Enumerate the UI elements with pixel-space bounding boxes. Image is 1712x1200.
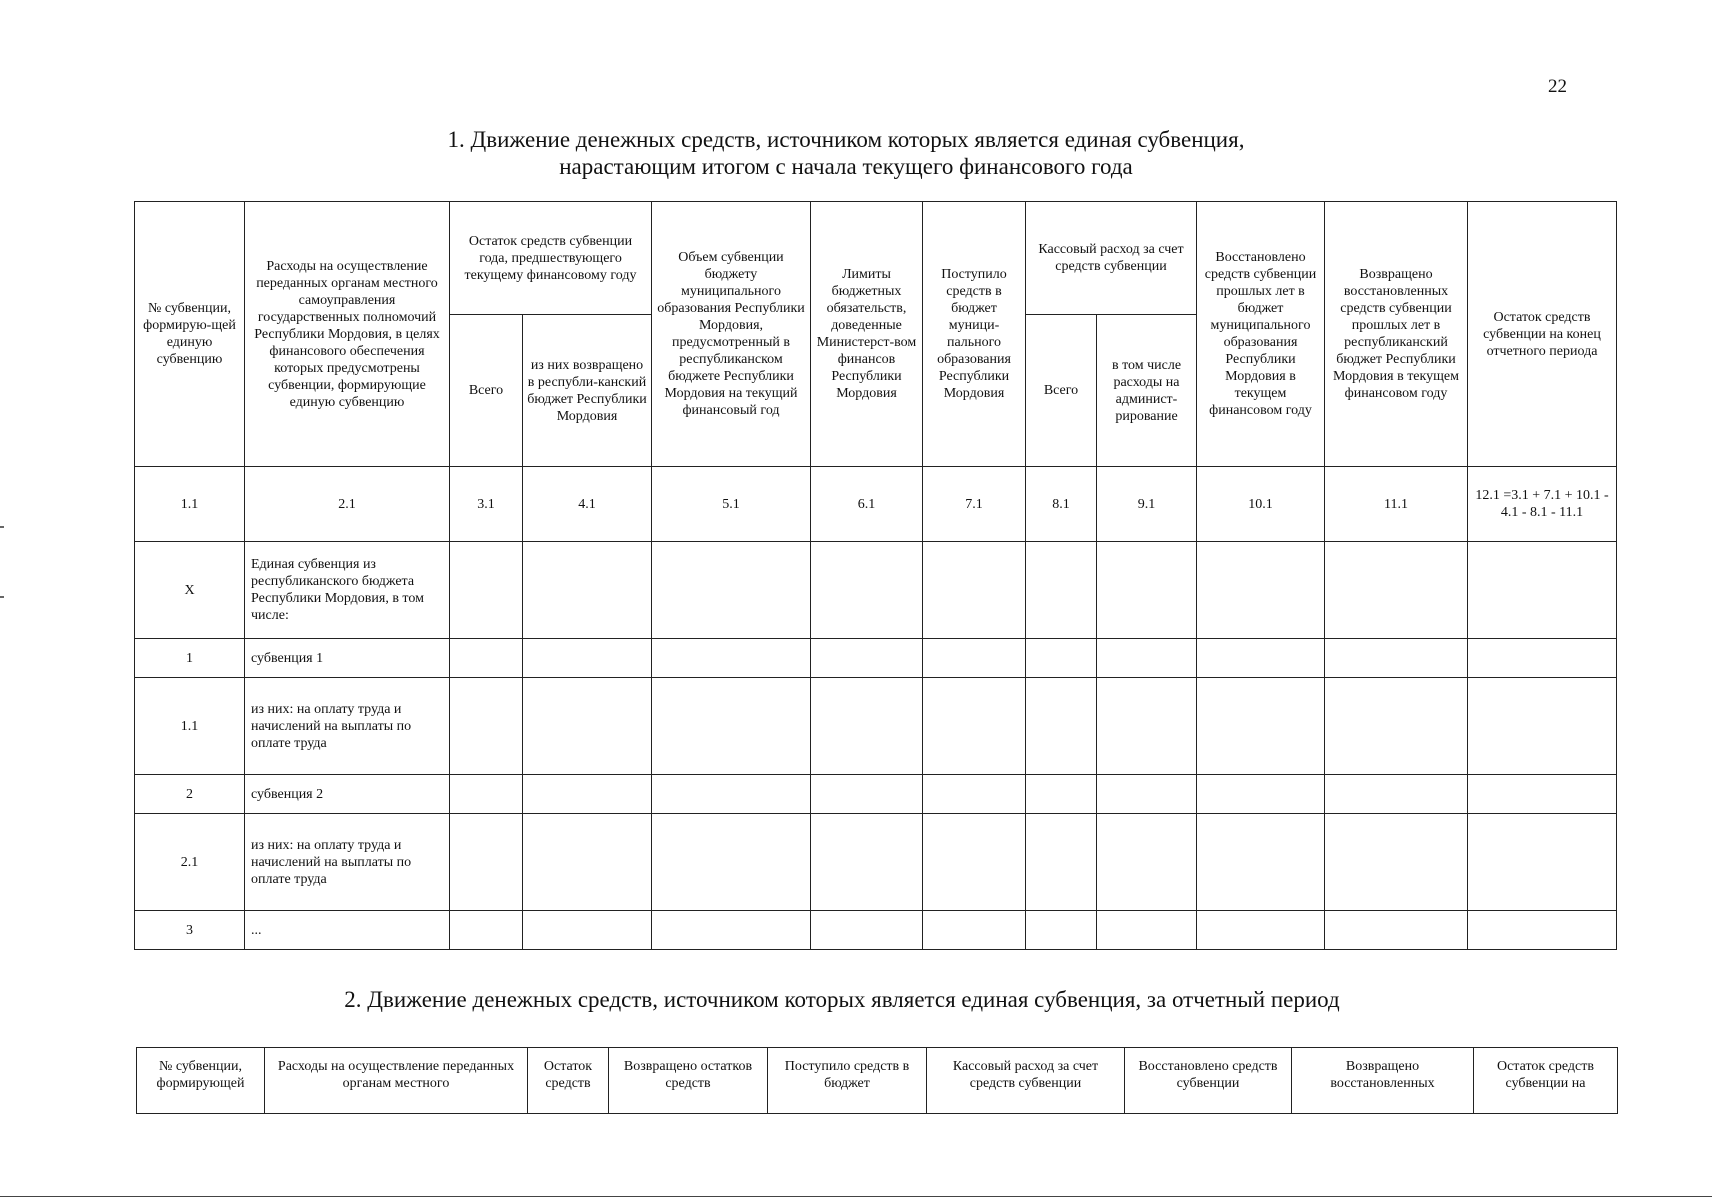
header-balance-end: Остаток средств субвенции на конец отчетного периода: [1468, 202, 1617, 467]
row-number: 3: [135, 911, 245, 950]
header-expenses: Расходы на осуществление переданных органам местного: [265, 1048, 528, 1114]
cash-flow-period-table: [136, 1047, 1618, 1114]
table-row: [135, 678, 1617, 775]
cash-flow-cumulative-table: [134, 201, 1617, 950]
column-number: 10.1: [1197, 467, 1325, 542]
header-balance-end: Остаток средств субвенции на: [1474, 1048, 1618, 1114]
column-number: 7.1: [923, 467, 1026, 542]
table-row: [135, 775, 1617, 814]
header-cash-expense: Кассовый расход за счет средств субвенции: [927, 1048, 1125, 1114]
row-label: Единая субвенция из республиканского бюджета Республики Мордовия, в том числе:: [245, 542, 450, 639]
header-balance-prev-year: Остаток средств субвенции года, предшествующего текущему финансовому году: [450, 202, 652, 315]
header-restored-funds: Восстановлено средств субвенции: [1125, 1048, 1292, 1114]
table-row: [135, 639, 1617, 678]
row-number: X: [135, 542, 245, 639]
row-label: из них: на оплату труда и начислений на выплаты по оплате труда: [245, 678, 450, 775]
row-label: субвенция 1: [245, 639, 450, 678]
header-cash-expense: Кассовый расход за счет средств субвенции: [1026, 202, 1197, 315]
column-number: 5.1: [652, 467, 811, 542]
scan-mark: [0, 526, 4, 528]
table-row: [135, 911, 1617, 950]
row-number: 2.1: [135, 814, 245, 911]
header-returned-balances: Возвращено остатков средств: [609, 1048, 768, 1114]
header-subsidy-volume: Объем субвенции бюджету муниципального образования Республики Мордовия, предусмотренный в республиканском бюджете Республики Мордовия на текущий финансовый год: [652, 202, 811, 467]
section2-title: 2. Движение денежных средств, источником которых является единая субвенция, за отчетный период: [344, 987, 1340, 1012]
header-budget-limits: Лимиты бюджетных обязательств, доведенные Министерст-вом финансов Республики Мордовия: [811, 202, 923, 467]
header-funds-received: Поступило средств в бюджет: [768, 1048, 927, 1114]
header-cash-total: Всего: [1026, 315, 1097, 467]
column-number: 2.1: [245, 467, 450, 542]
column-number: 12.1 =3.1 + 7.1 + 10.1 - 4.1 - 8.1 - 11.1: [1468, 467, 1617, 542]
column-number: 8.1: [1026, 467, 1097, 542]
column-number: 1.1: [135, 467, 245, 542]
header-balance-total: Всего: [450, 315, 523, 467]
row-label: ...: [245, 911, 450, 950]
header-cash-admin: в том числе расходы на админист-рирование: [1097, 315, 1197, 467]
header-expenses: Расходы на осуществление переданных органам местного самоуправления государственных полномочий Республики Мордовия, в целях финансового обеспечения которых предусмотрены субвенции, формирующие единую субвенцию: [245, 202, 450, 467]
row-number: 2: [135, 775, 245, 814]
row-number: 1: [135, 639, 245, 678]
column-number: 9.1: [1097, 467, 1197, 542]
column-number: 6.1: [811, 467, 923, 542]
column-number: 11.1: [1325, 467, 1468, 542]
table-row: [135, 814, 1617, 911]
row-label: из них: на оплату труда и начислений на выплаты по оплате труда: [245, 814, 450, 911]
scan-mark: [0, 596, 4, 598]
section1-title: [0, 126, 1702, 180]
table-row: [135, 542, 1617, 639]
header-subsidy-no: № субвенции, формирующей: [137, 1048, 265, 1114]
column-number: 4.1: [523, 467, 652, 542]
page-number: 22: [1548, 76, 1567, 97]
header-restored-funds: Восстановлено средств субвенции прошлых лет в бюджет муниципального образования Республики Мордовия в текущем финансовом году: [1197, 202, 1325, 467]
scan-bottom-edge: [0, 1196, 1712, 1197]
row-number: 1.1: [135, 678, 245, 775]
header-returned-restored: Возвращено восстановленных: [1292, 1048, 1474, 1114]
header-balance: Остаток средств: [528, 1048, 609, 1114]
header-returned-restored: Возвращено восстановленных средств субвенции прошлых лет в республиканский бюджет Республики Мордовия в текущем финансовом году: [1325, 202, 1468, 467]
header-funds-received: Поступило средств в бюджет муници-пального образования Республики Мордовия: [923, 202, 1026, 467]
section1-title-line1: 1. Движение денежных средств, источником которых является единая субвенция,: [447, 127, 1245, 152]
row-label: субвенция 2: [245, 775, 450, 814]
header-balance-returned: из них возвращено в республи-канский бюджет Республики Мордовия: [523, 315, 652, 467]
section1-title-line2: нарастающим итогом с начала текущего финансового года: [559, 154, 1133, 179]
header-subsidy-no: № субвенции, формирую-щей единую субвенцию: [135, 202, 245, 467]
column-number: 3.1: [450, 467, 523, 542]
